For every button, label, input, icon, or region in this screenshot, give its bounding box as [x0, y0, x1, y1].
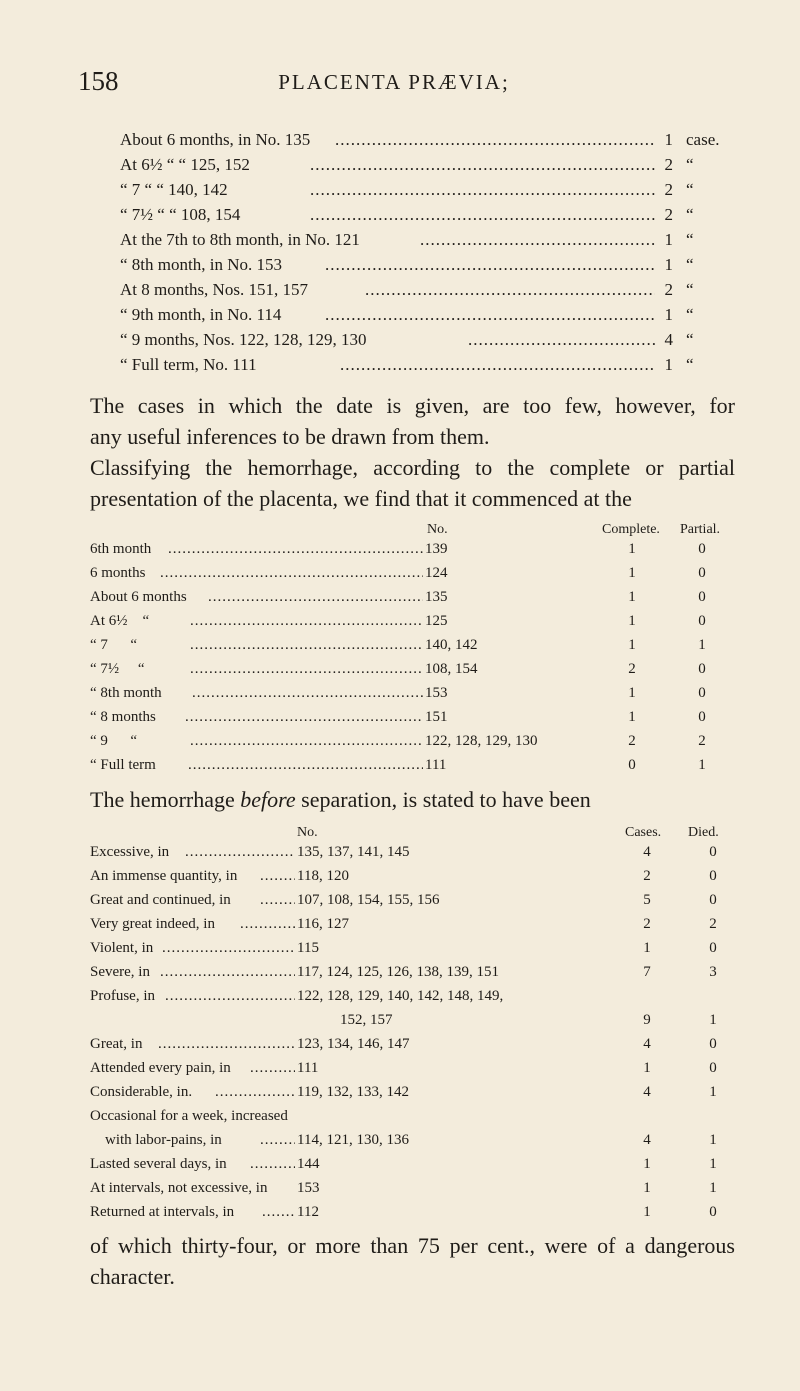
list-item: “ 7 “ “ 140, 142 ..... 2 “	[120, 180, 720, 202]
table-row: “ 8th month ..... 153 1 0	[90, 685, 730, 707]
col-header-partial: Partial.	[680, 522, 721, 537]
table-row: Considerable, in. ..... 119, 132, 133, 142 4 1	[90, 1084, 740, 1106]
table-row: Occasional for a week, increased	[90, 1108, 288, 1124]
table-row: An immense quantity, in ..... 118, 120 2 0	[90, 868, 740, 890]
table-row: About 6 months ..... 135 1 0	[90, 589, 730, 611]
table-row: with labor-pains, in ..... 114, 121, 130, 136 4 1	[90, 1132, 740, 1154]
table-row: Attended every pain, in ..... 111 1 0	[90, 1060, 740, 1082]
col-header-died: Died.	[688, 825, 719, 840]
list-item: “ 9th month, in No. 114 ..... 1 “	[120, 305, 720, 327]
table-row: Great and continued, in ..... 107, 108, 154, 155, 156 5 0	[90, 892, 740, 914]
paragraph-dates: The cases in which the date is given, are too few, however, for any useful inferences to be drawn from them.	[90, 393, 735, 449]
page-number: 158	[78, 66, 119, 96]
table-row: 6 months ..... 124 1 0	[90, 565, 730, 587]
list-item: “ Full term, No. 111 ..... 1 “	[120, 355, 720, 377]
col-header-complete: Complete.	[602, 522, 660, 537]
table-row: Severe, in ..... 117, 124, 125, 126, 138, 139, 151 7 3	[90, 964, 740, 986]
table-row: Great, in ..... 123, 134, 146, 147 4 0	[90, 1036, 740, 1058]
table-row: Very great indeed, in ..... 116, 127 2 2	[90, 916, 740, 938]
table-row: Profuse, in ..... 122, 128, 129, 140, 142, 148, 149,	[90, 988, 740, 1010]
table-row: Excessive, in ..... 135, 137, 141, 145 4 0	[90, 844, 740, 866]
table-row: “ 9 “ ..... 122, 128, 129, 130 2 2	[90, 733, 730, 755]
list-item: At the 7th to 8th month, in No. 121 ..... 1 “	[120, 230, 720, 252]
running-title: PLACENTA PRÆVIA;	[278, 70, 510, 94]
paragraph-classifying: Classifying the hemorrhage, according to the complete or partial presentation of the placenta, we find that it commenced at the	[90, 455, 735, 511]
table-row: “ 8 months ..... 151 1 0	[90, 709, 730, 731]
table-row: 152, 157 9 1	[340, 1012, 717, 1028]
table-row: Lasted several days, in ..... 144 1 1	[90, 1156, 740, 1178]
col-header-no: No.	[297, 825, 318, 840]
table-row: At intervals, not excessive, in 153 1 1	[90, 1180, 717, 1196]
list-item: “ 9 months, Nos. 122, 128, 129, 130 ..... 4 “	[120, 330, 720, 352]
list-item: “ 8th month, in No. 153 ..... 1 “	[120, 255, 720, 277]
list-item: At 6½ “ “ 125, 152 ..... 2 “	[120, 155, 720, 177]
list-item: At 8 months, Nos. 151, 157 ..... 2 “	[120, 280, 720, 302]
table-row: “ Full term ..... 111 0 1	[90, 757, 730, 779]
table-row: “ 7½ “ ..... 108, 154 2 0	[90, 661, 730, 683]
table-row: Violent, in ..... 115 1 0	[90, 940, 740, 962]
col-header-no: No.	[427, 522, 448, 537]
paragraph-before-separation: The hemorrhage before separation, is stated to have been	[90, 787, 591, 812]
paragraph-conclusion: of which thirty-four, or more than 75 per cent., were of a dangerous character.	[90, 1233, 735, 1289]
list-item: About 6 months, in No. 135 ..... 1 case.	[120, 130, 720, 152]
page-header	[78, 66, 710, 100]
table-row: “ 7 “ ..... 140, 142 1 1	[90, 637, 730, 659]
table-row: 6th month ..... 139 1 0	[90, 541, 730, 563]
table-row: Returned at intervals, in ..... 112 1 0	[90, 1204, 740, 1226]
col-header-cases: Cases.	[625, 825, 662, 840]
table-row: At 6½ “ ..... 125 1 0	[90, 613, 730, 635]
list-item: “ 7½ “ “ 108, 154 ..... 2 “	[120, 205, 720, 227]
